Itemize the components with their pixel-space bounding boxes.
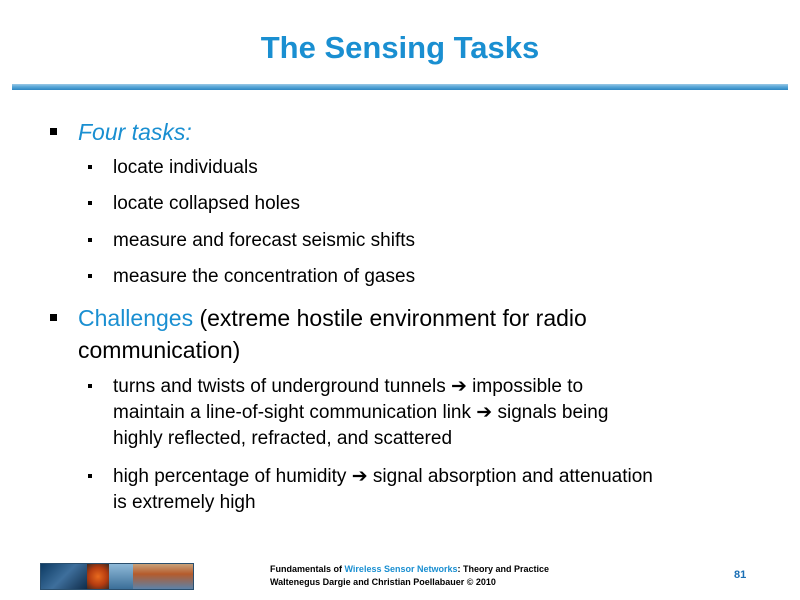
bullet-label: Four tasks:	[78, 119, 192, 145]
slide-title: The Sensing Tasks	[260, 30, 540, 65]
text-run: highly reflected, refracted, and scattered	[113, 428, 453, 449]
footer-authors: Waltenegus Dargie and Christian Poellabauer © 2010	[270, 577, 496, 587]
sky-image	[109, 564, 133, 589]
footer-image-strip	[40, 563, 194, 590]
bullet-text-line2: communication)	[78, 337, 241, 363]
text-run: turns and twists of underground tunnels	[113, 376, 451, 397]
sub-bullet-text: locate collapsed holes	[113, 193, 300, 214]
arrow-right-icon: ➔	[450, 376, 467, 397]
title-divider	[12, 84, 788, 90]
text-run: is extremely high	[113, 492, 256, 513]
sub-bullet-marker	[88, 474, 92, 478]
bullet-marker	[50, 314, 57, 321]
circuit-board-image	[41, 564, 87, 589]
sub-bullet-marker	[88, 274, 92, 278]
sub-bullet-text: measure and forecast seismic shifts	[113, 230, 416, 251]
page-number: 81	[734, 569, 747, 581]
sub-bullet-marker	[88, 201, 92, 205]
sub-bullet-marker	[88, 238, 92, 242]
bullet-text-rest: (extreme hostile environment for radio	[193, 305, 587, 331]
sub-bullet-text: locate individuals	[113, 157, 258, 178]
eye-image	[87, 564, 109, 589]
sub-bullet-marker	[88, 384, 92, 388]
sub-bullet-text: measure the concentration of gases	[113, 266, 416, 287]
footer-citation	[270, 563, 549, 589]
text-run: impossible to	[466, 376, 584, 397]
text-run: signal absorption and attenuation	[367, 466, 653, 487]
arrow-right-icon: ➔	[351, 466, 368, 487]
bullet-marker	[50, 128, 57, 135]
footer-book-title: Wireless Sensor Networks	[344, 564, 458, 574]
footer-suffix: : Theory and Practice	[457, 564, 550, 574]
arrow-right-icon: ➔	[476, 402, 493, 423]
text-run: high percentage of humidity	[113, 466, 352, 487]
text-run: signals being	[492, 402, 609, 423]
sub-bullet-text	[113, 374, 763, 452]
bridge-image	[133, 564, 193, 589]
sub-bullet-text	[113, 464, 763, 516]
bullet-text	[78, 302, 758, 366]
footer-prefix: Fundamentals of	[270, 564, 345, 574]
sub-bullet-marker	[88, 165, 92, 169]
text-run: maintain a line-of-sight communication link	[113, 402, 477, 423]
bullet-label: Challenges	[78, 305, 194, 331]
